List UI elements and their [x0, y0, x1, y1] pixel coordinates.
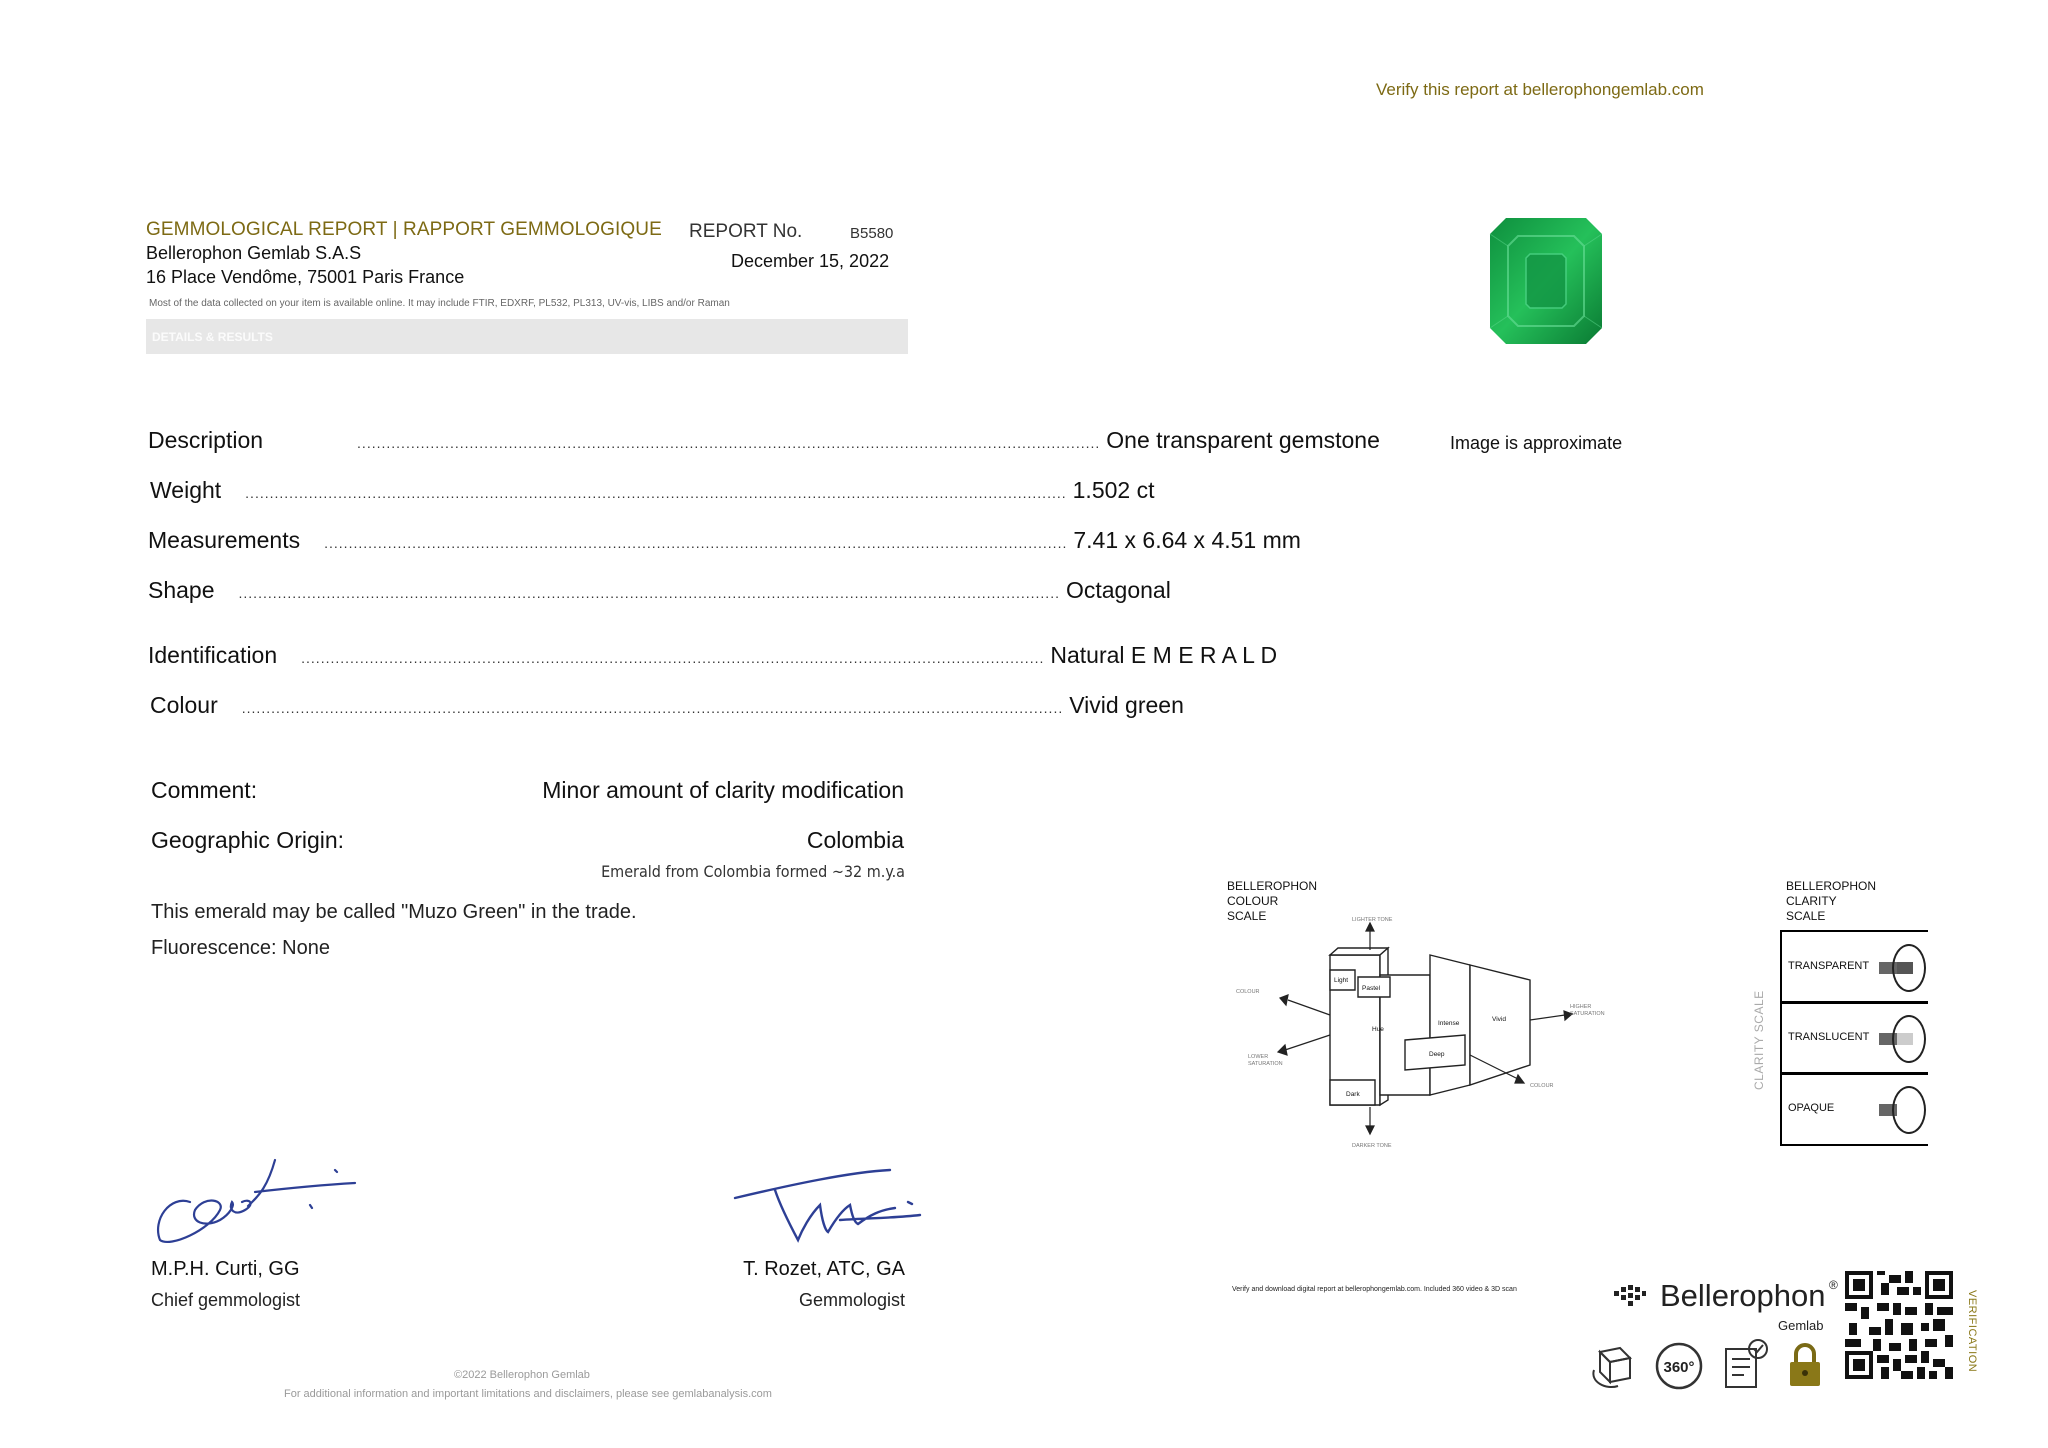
detail-row-identification	[148, 642, 1278, 672]
detail-value: Natural E M E R A L D	[1050, 642, 1278, 668]
verification-label: VERIFICATION	[1966, 1290, 1978, 1373]
label-lower-sat: LOWER	[1248, 1054, 1269, 1060]
clarity-scale	[1780, 930, 1928, 1146]
brand-reg: ®	[1829, 1278, 1838, 1292]
colour-cell-light: Light	[1334, 977, 1349, 984]
label-colour-right: COLOUR	[1530, 1083, 1554, 1089]
signature-curti	[150, 1150, 360, 1250]
comment-label: Comment:	[151, 777, 258, 803]
colour-cell-hue: Hue	[1372, 1026, 1384, 1033]
360-video-icon[interactable]	[1653, 1340, 1705, 1392]
clarity-side-label: CLARITY SCALE	[1752, 990, 1766, 1090]
document-check-icon[interactable]	[1720, 1337, 1772, 1393]
report-number: B5580	[850, 225, 894, 242]
signature-rozet	[730, 1160, 920, 1250]
clarity-label: TRANSPARENT	[1788, 960, 1870, 972]
digital-report-note: Verify and download digital report at bellerophongemlab.com. Included 360 video & 3D scan	[1232, 1286, 1517, 1293]
heading-line: BELLEROPHON	[1227, 879, 1318, 893]
clarity-row-transparent	[1782, 930, 1928, 1004]
section-bar	[146, 319, 908, 354]
detail-row-colour	[148, 692, 1184, 722]
company-name: Bellerophon Gemlab S.A.S	[146, 243, 362, 263]
copyright: ©2022 Bellerophon Gemlab	[454, 1369, 590, 1381]
heading-line: CLARITY	[1786, 894, 1837, 908]
clarity-oval	[1892, 1015, 1926, 1063]
dot-leader: ........................................................................................................................................................	[324, 535, 1068, 551]
dot-leader: ........................................................................................................................................................................	[245, 485, 1067, 501]
image-caption: Image is approximate	[1450, 433, 1623, 453]
data-note: Most of the data collected on your item is available online. It may include FTIR, EDXRF, PL532, PL313, UV-vis, LIBS and/or Raman	[149, 298, 730, 309]
3d-scan-icon[interactable]	[1588, 1340, 1640, 1392]
bellerophon-logo-icon	[1612, 1283, 1648, 1313]
detail-row-measurements	[148, 527, 1301, 557]
clarity-row-opaque	[1782, 1072, 1928, 1146]
signer-name: T. Rozet, ATC, GA	[743, 1258, 905, 1280]
colour-cell-pastel: Pastel	[1362, 985, 1381, 992]
clarity-scale-heading	[1786, 879, 1876, 924]
detail-row-shape	[148, 577, 1171, 607]
fluorescence: Fluorescence: None	[151, 937, 330, 959]
detail-label: Weight	[150, 477, 222, 503]
colour-scale-diagram	[1230, 915, 1605, 1155]
detail-value: Vivid green	[1069, 692, 1184, 718]
detail-value: 1.502 ct	[1072, 477, 1155, 503]
company-address: 16 Place Vendôme, 75001 Paris France	[146, 267, 465, 287]
label-colour-left: COLOUR	[1236, 989, 1260, 995]
label-darker-tone: DARKER TONE	[1352, 1143, 1392, 1149]
heading-line: COLOUR	[1227, 894, 1279, 908]
dot-leader: ........................................................................................................................................................................	[238, 585, 1060, 601]
colour-cell-dark: Dark	[1346, 1091, 1360, 1098]
dot-leader: ........................................................................................................................................................	[357, 435, 1101, 451]
trade-note: This emerald may be called "Muzo Green" in the trade.	[151, 901, 637, 923]
heading-line: SCALE	[1227, 909, 1267, 923]
label-higher-sat: HIGHER	[1570, 1004, 1592, 1010]
verify-link[interactable]: Verify this report at bellerophongemlab.com	[1376, 80, 1704, 99]
lock-icon[interactable]	[1784, 1340, 1826, 1392]
origin-value: Colombia	[806, 827, 904, 853]
comment-value: Minor amount of clarity modification	[542, 777, 904, 803]
clarity-label: TRANSLUCENT	[1788, 1031, 1870, 1043]
detail-label: Measurements	[148, 527, 301, 553]
signer-name: M.P.H. Curti, GG	[151, 1258, 300, 1280]
brand-sub: Gemlab	[1778, 1318, 1824, 1333]
detail-value: Octagonal	[1065, 577, 1171, 603]
360-label: 360°	[1663, 1359, 1695, 1376]
signer-role: Gemmologist	[798, 1290, 905, 1310]
clarity-row-translucent	[1782, 1001, 1928, 1075]
detail-label: Shape	[148, 577, 215, 603]
report-title: GEMMOLOGICAL REPORT | RAPPORT GEMMOLOGIQUE	[146, 219, 662, 240]
detail-label: Colour	[150, 692, 218, 718]
colour-cell-deep: Deep	[1429, 1051, 1445, 1058]
origin-note: Emerald from Colombia formed ~32 m.y.a	[601, 862, 905, 881]
detail-label: Identification	[148, 642, 278, 668]
section-bar-label: DETAILS & RESULTS	[152, 330, 273, 344]
clarity-label: OPAQUE	[1788, 1102, 1835, 1114]
label-lighter-tone: LIGHTER TONE	[1352, 917, 1393, 923]
colour-cell-vivid: Vivid	[1492, 1016, 1506, 1023]
dot-leader: ........................................................................................................................................................	[301, 650, 1045, 666]
disclaimer: For additional information and important limitations and disclaimers, please see gemlabanalysis.com	[284, 1388, 772, 1400]
detail-label: Description	[148, 427, 264, 453]
heading-line: BELLEROPHON	[1786, 879, 1877, 893]
origin-label: Geographic Origin:	[151, 827, 345, 853]
detail-row-weight	[148, 477, 1155, 507]
qr-code-icon[interactable]	[1845, 1270, 1953, 1380]
report-date: December 15, 2022	[731, 251, 890, 271]
dot-leader: ........................................................................................................................................................................	[241, 700, 1064, 716]
colour-cell-intense: Intense	[1438, 1020, 1460, 1027]
label-lower-sat: SATURATION	[1248, 1061, 1283, 1067]
gem-image	[1490, 218, 1602, 344]
detail-row-description	[148, 427, 1380, 457]
clarity-oval	[1892, 1086, 1926, 1134]
heading-line: SCALE	[1786, 909, 1826, 923]
signer-role: Chief gemmologist	[151, 1290, 301, 1310]
detail-value: One transparent gemstone	[1106, 427, 1380, 453]
report-number-label: REPORT No.	[689, 221, 803, 242]
brand-name: Bellerophon	[1660, 1278, 1826, 1313]
clarity-oval	[1892, 944, 1926, 992]
label-higher-sat: SATURATION	[1570, 1011, 1605, 1017]
detail-value: 7.41 x 6.64 x 4.51 mm	[1073, 527, 1301, 553]
